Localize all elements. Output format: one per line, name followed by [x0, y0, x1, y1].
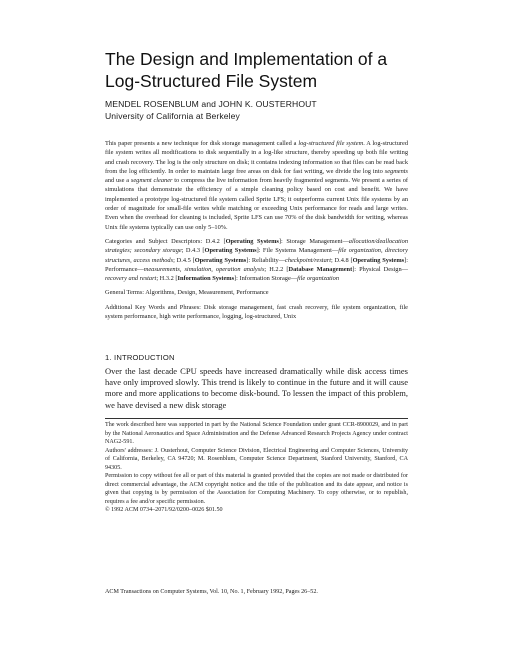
- title-line-2: Log-Structured File System: [105, 71, 318, 91]
- author-block: [105, 98, 485, 122]
- copyright-line: © 1992 ACM 0734–2071/92/0200–0026 $01.50: [105, 507, 223, 513]
- general-terms: General Terms: Algorithms, Design, Measurement, Performance: [105, 289, 269, 297]
- abstract-paragraph: This paper presents a new technique for disk storage management called a log-structured file system. A log-structured file system writes all modifications to disk sequentially in a log-like structure, thereby speeding up both file writing and crash recovery. The log is the only structure on disk; it contains indexing information so that files can be read back from the log efficiently. In order to maintain large free areas on disk for fast writing, we divide the log into segments and use a segment cleaner to compress the live information from heavily fragmented segments. We present a series of simulations that demonstrate the efficiency of a simple cleaning policy based on cost and benefit. We have implemented a prototype log-structured file system called Sprite LFS; it outperforms current Unix file systems by an order of magnitude for small-file writes while matching or exceeding Unix performance for reads and large writes. Even when the overhead for cleaning is included, Sprite LFS can use 70% of the disk bandwidth for writing, whereas Unix file systems typically can use only 5–10%.: [105, 140, 408, 231]
- journal-citation: ACM Transactions on Computer Systems, Vol. 10, No. 1, February 1992, Pages 26–52.: [105, 589, 318, 595]
- permission-notice: Permission to copy without fee all or part of this material is granted provided that the copies are not made or distributed for direct commercial advantage, the ACM copyright notice and the title of the publication and its date appear, and notice is given that copying is by permission of the Association for Computing Machinery. To copy otherwise, or to republish, requires a fee and/or specific permission.: [105, 473, 408, 505]
- title-line-1: The Design and Implementation of a: [105, 49, 388, 69]
- author-affiliation: University of California at Berkeley: [105, 111, 240, 121]
- introduction-paragraph: Over the last decade CPU speeds have increased dramatically while disk access times have only improved slowly. This trend is likely to continue in the future and it will cause more and more applications to become disk-bound. To lessen the impact of this problem, we have devised a new disk storage: [105, 366, 408, 410]
- categories-descriptors: Categories and Subject Descriptors: D.4.2 [Operating Systems]: Storage Management—allocation/deallocation strategies; secondary storage; D.4.3 [Operating Systems]: File Systems Management—file organization, directory structures, access methods; D.4.5 [Operating Systems]: Reliability—checkpoint/restart; D.4.8 [Operating Systems]: Performance—measurements, simulation, operation analysis; H.2.2 [Database Management]: Physical Design—recovery and restart; H.3.2 [Information Systems]: Information Storage—file organization: [105, 237, 408, 283]
- author-addresses: Authors' addresses: J. Ousterhout, Computer Science Division, Electrical Engineering and Computer Sciences, University of California, Berkeley, CA 94720; M. Rosenblum, Computer Science Department, Stanford University, Stanford, CA 94305.: [105, 447, 408, 471]
- section-heading-introduction: 1. INTRODUCTION: [105, 353, 175, 362]
- paper-title: [105, 48, 485, 92]
- abstract: [105, 139, 408, 321]
- footnote-divider: [105, 418, 408, 419]
- introduction-body: [105, 366, 408, 411]
- author-names: MENDEL ROSENBLUM and JOHN K. OUSTERHOUT: [105, 99, 317, 109]
- funding-note: The work described here was supported in part by the National Science Foundation under grant CCR-8900029, and in part by the National Aeronautics and Space Administration and the Defense Advanced Research Projects Agency under contract NAG2-591.: [105, 422, 408, 445]
- additional-keywords: Additional Key Words and Phrases: Disk storage management, fast crash recovery, file system organization, file system performance, high write performance, logging, log-structured, Unix: [105, 303, 408, 321]
- footnote-block: [105, 421, 408, 515]
